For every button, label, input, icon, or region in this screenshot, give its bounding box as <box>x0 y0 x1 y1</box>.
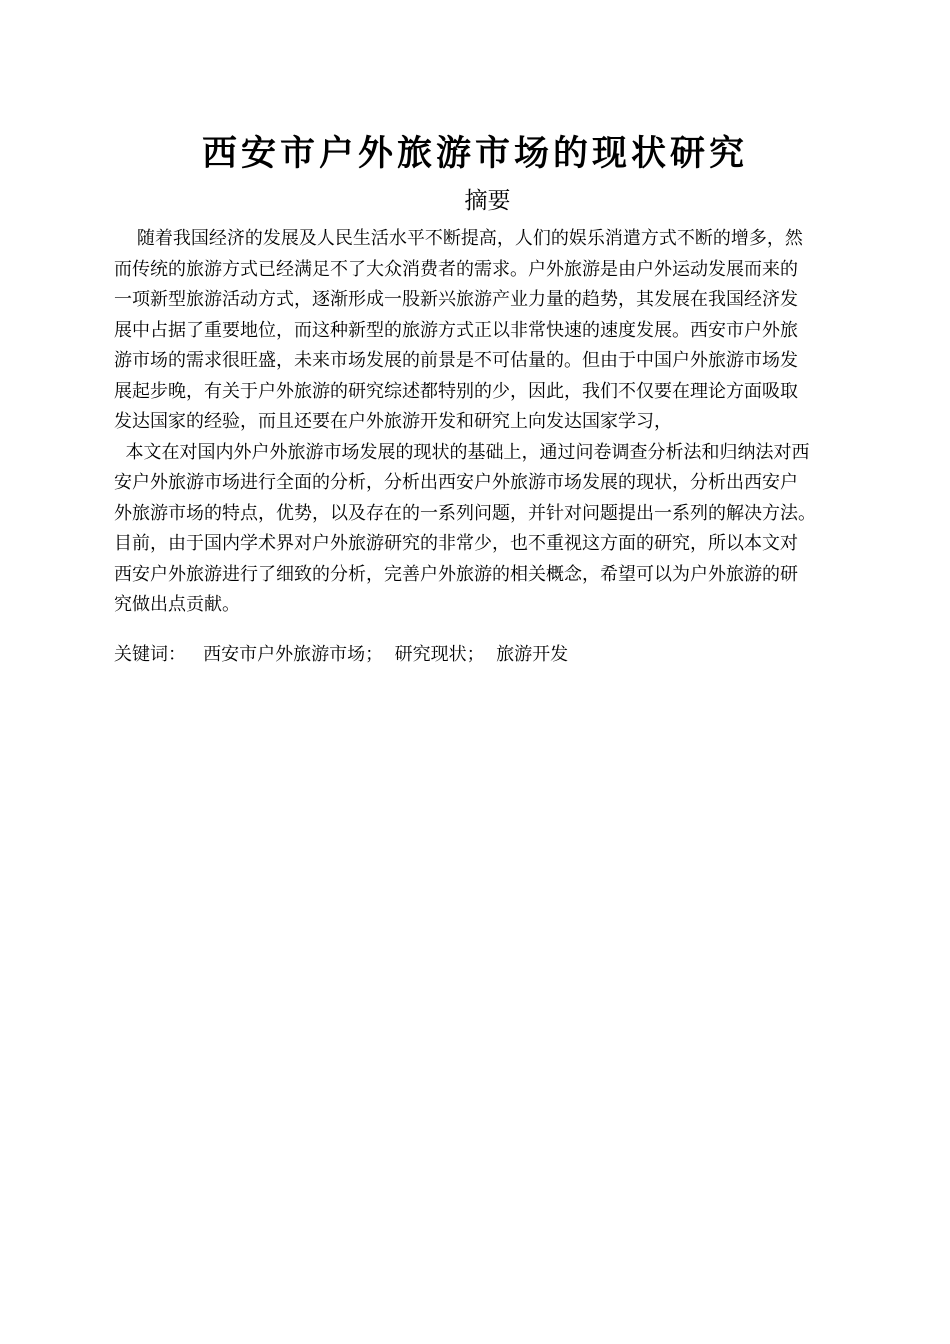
abstract-paragraph-1 <box>114 224 874 438</box>
abstract-body <box>114 224 874 621</box>
paragraph-line: 外旅游市场的特点，优势，以及存在的一系列问题，并针对问题提出一系列的解决方法。 <box>114 502 816 524</box>
keyword-item: 旅游开发 <box>496 644 569 665</box>
paragraph-line: 本文在对国内外户外旅游市场发展的现状的基础上，通过问卷调查分析法和归纳法对西 <box>114 441 810 463</box>
keywords-label: 关键词： <box>114 644 186 665</box>
abstract-paragraph-2 <box>114 438 874 621</box>
paragraph-line: 目前，由于国内学术界对户外旅游研究的非常少，也不重视这方面的研究，所以本文对 <box>114 533 798 554</box>
paragraph-line: 展中占据了重要地位，而这种新型的旅游方式正以非常快速的速度发展。西安市户外旅 <box>114 319 798 341</box>
document-title: 西安市户外旅游市场的现状研究 <box>201 133 748 174</box>
paragraph-line: 一项新型旅游活动方式，逐渐形成一股新兴旅游产业力量的趋势，其发展在我国经济发 <box>114 289 798 310</box>
keyword-item: 研究现状； <box>394 644 485 665</box>
keyword-item: 西安市户外旅游市场； <box>203 644 384 665</box>
paragraph-line: 安户外旅游市场进行全面的分析，分析出西安户外旅游市场发展的现状，分析出西安户 <box>114 472 798 493</box>
paragraph-line: 发达国家的经验，而且还要在户外旅游开发和研究上向发达国家学习， <box>114 411 672 432</box>
paragraph-line: 西安户外旅游进行了细致的分析，完善户外旅游的相关概念，希望可以为户外旅游的研 <box>114 563 798 585</box>
abstract-heading: 摘要 <box>464 188 511 214</box>
paragraph-line: 随着我国经济的发展及人民生活水平不断提高，人们的娱乐消遣方式不断的增多，然 <box>114 228 803 249</box>
paragraph-line: 游市场的需求很旺盛，未来市场发展的前景是不可估量的。但由于中国户外旅游市场发 <box>114 350 798 371</box>
paragraph-line: 展起步晚，有关于户外旅游的研究综述都特别的少，因此，我们不仅要在理论方面吸取 <box>114 380 798 402</box>
paragraph-line: 而传统的旅游方式已经满足不了大众消费者的需求。户外旅游是由户外运动发展而来的 <box>114 258 798 280</box>
keywords-line <box>114 640 568 670</box>
paragraph-line: 究做出点贡献。 <box>114 594 240 615</box>
